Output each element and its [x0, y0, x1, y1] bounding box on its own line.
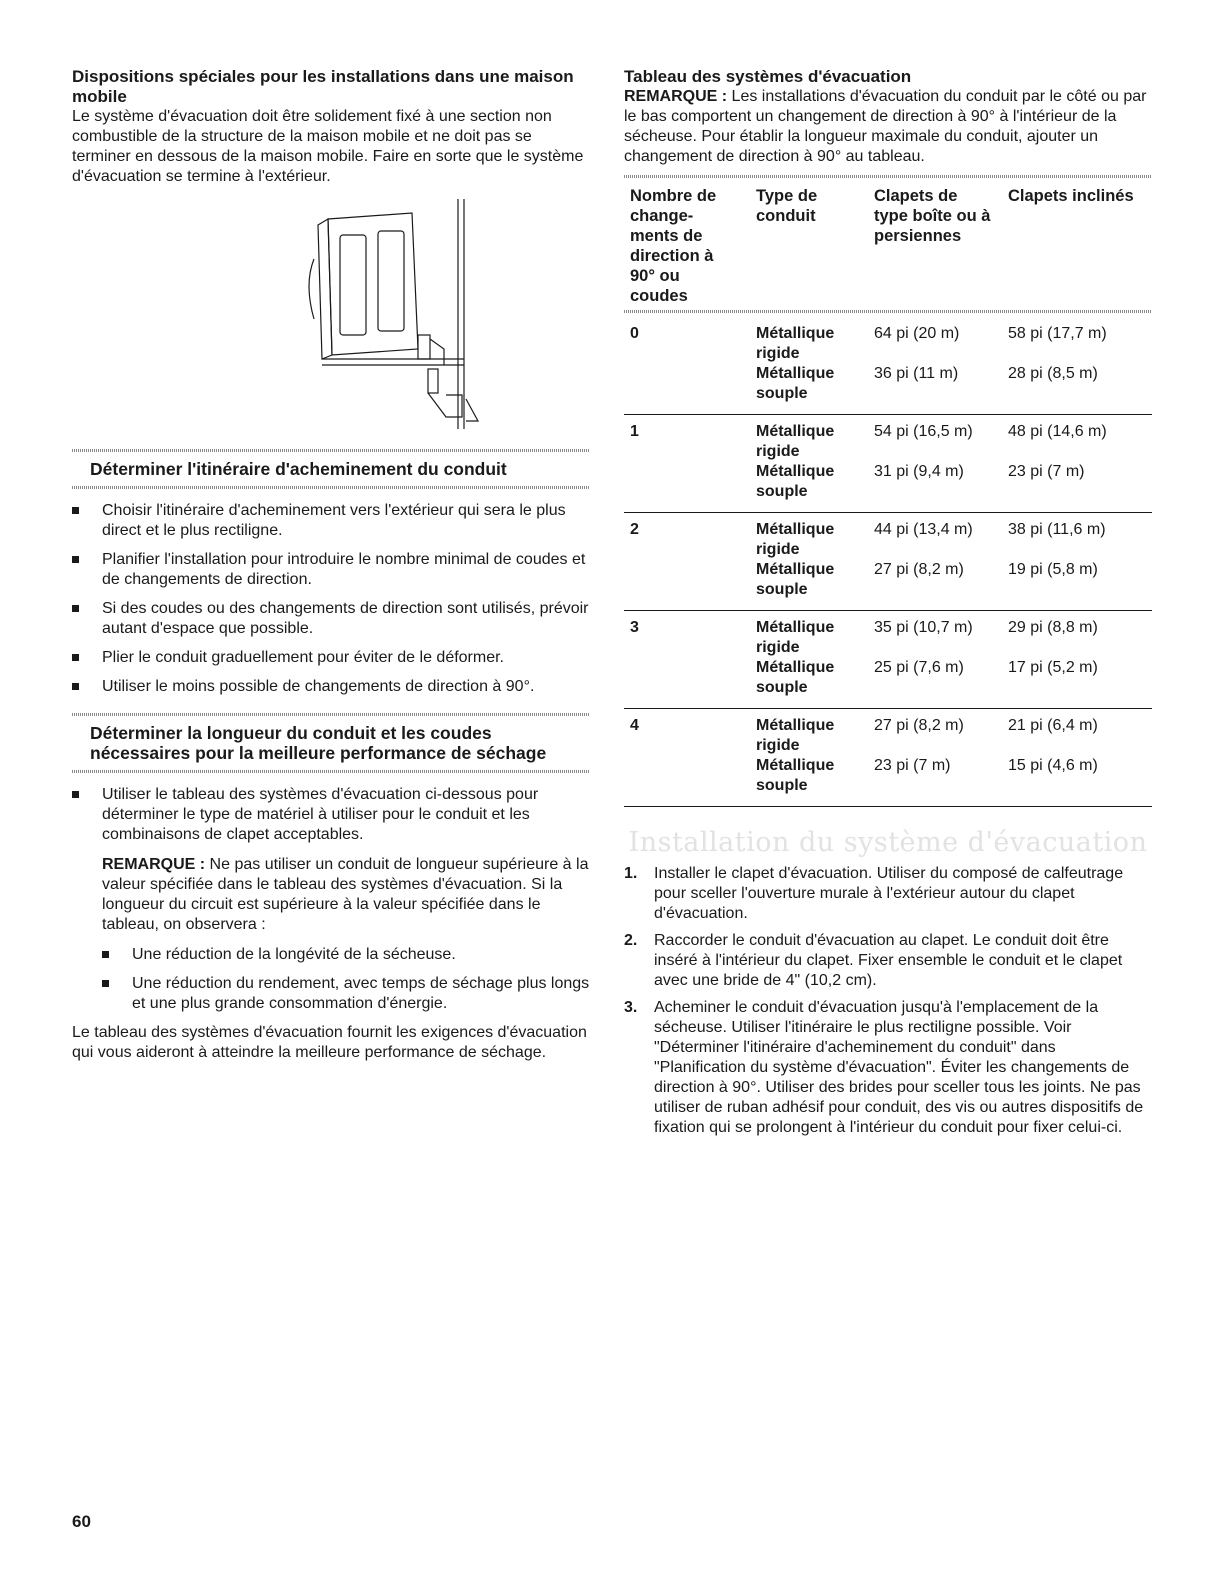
list-item: Une réduction de la longévité de la sécheuse.	[102, 945, 590, 965]
length-closing: Le tableau des systèmes d'évacuation fournit les exigences d'évacuation qui vous aideront à atteindre la meilleure performance de séchage.	[72, 1024, 587, 1061]
page-number: 60	[72, 1512, 91, 1531]
divider	[72, 486, 590, 489]
cell-duct-type: Métallique rigide	[750, 611, 868, 659]
cell-duct-type: Métallique souple	[756, 463, 835, 500]
list-item: Si des coudes ou des changements de direction sont utilisés, prévoir autant d'espace que possible.	[72, 599, 590, 639]
length-heading	[72, 716, 590, 770]
list-item: Choisir l'itinéraire d'acheminement vers l'extérieur qui sera le plus direct et le plus rectiligne.	[72, 501, 590, 541]
table-row	[624, 462, 1152, 513]
table-row	[624, 756, 1152, 807]
cell-elbows: 1	[624, 415, 750, 463]
cell-elbows	[624, 462, 750, 513]
list-item: Utiliser le moins possible de changements de direction à 90°.	[72, 677, 590, 697]
remarque-label: REMARQUE :	[102, 856, 206, 873]
cell-duct-type: Métallique souple	[756, 365, 835, 402]
mobile-home-heading: Dispositions spéciales pour les installations dans une maison mobile	[72, 67, 574, 106]
table-row	[624, 611, 1152, 659]
step-text: Raccorder le conduit d'évacuation au clapet. Le conduit doit être inséré à l'intérieur du clapet. Fixer ensemble le conduit et le clapet avec une bride de 4" (10,2 cm).	[654, 932, 1123, 989]
header-angled-hood: Clapets inclinés	[1008, 187, 1134, 205]
mobile-home-dryer-illustration	[72, 199, 590, 449]
step-number: 2.	[624, 932, 638, 949]
cell-duct-type: Métallique souple	[756, 561, 835, 598]
cell-angled-hood: 38 pi (11,6 m)	[1002, 513, 1152, 561]
cell-elbows	[624, 756, 750, 807]
list-item: Utiliser le tableau des systèmes d'évacuation ci-dessous pour déterminer le type de matériel à utiliser pour le conduit et les combinaisons de clapet acceptables.	[72, 785, 590, 845]
left-column	[72, 67, 590, 1063]
step-number: 1.	[624, 865, 638, 882]
cell-box-hood: 64 pi (20 m)	[868, 316, 1002, 365]
divider	[72, 770, 590, 773]
table-row	[624, 364, 1152, 415]
dryer-exhaust-diagram	[232, 199, 492, 439]
table-row	[624, 513, 1152, 561]
length-list	[72, 785, 590, 845]
cell-duct-type: Métallique souple	[756, 659, 835, 696]
cell-elbows	[624, 364, 750, 415]
cell-angled-hood: 28 pi (8,5 m)	[1008, 365, 1098, 382]
exhaust-table	[624, 180, 1152, 807]
mobile-home-body: Le système d'évacuation doit être solidement fixé à une section non combustible de la structure de la maison mobile et ne doit pas se terminer en dessous de la maison mobile. Faire en sorte que le système d'évacuation se termine à l'extérieur.	[72, 108, 584, 185]
table-row	[624, 709, 1152, 757]
cell-angled-hood: 15 pi (4,6 m)	[1008, 757, 1098, 774]
cell-elbows: 0	[624, 316, 750, 365]
divider	[624, 175, 1152, 178]
step-number: 3.	[624, 999, 638, 1016]
table-row	[624, 316, 1152, 365]
step-text: Acheminer le conduit d'évacuation jusqu'à l'emplacement de la sécheuse. Utiliser l'itinéraire le plus rectiligne possible. Voir "Déterminer l'itinéraire d'acheminement du conduit" dans "Planification du système d'évacuation". Éviter les changements de direction à 90°. Utiliser des brides pour sceller tous les joints. Ne pas utiliser de ruban adhésif pour conduit, des vis ou autres dispositifs de fixation qui se prolongent à l'intérieur du conduit pour fixer celui-ci.	[654, 999, 1144, 1136]
cell-box-hood: 31 pi (9,4 m)	[874, 463, 964, 480]
list-item: Une réduction du rendement, avec temps de séchage plus longs et une plus grande consommation d'énergie.	[102, 974, 590, 1014]
list-item: Planifier l'installation pour introduire le nombre minimal de coudes et de changements de direction.	[72, 550, 590, 590]
cell-elbows: 2	[624, 513, 750, 561]
cell-box-hood: 27 pi (8,2 m)	[868, 709, 1002, 757]
table-end-rule	[624, 807, 1152, 808]
cell-box-hood: 54 pi (16,5 m)	[868, 415, 1002, 463]
table-remarque	[624, 87, 1152, 167]
install-steps	[624, 864, 1152, 1138]
cell-duct-type: Métallique rigide	[750, 709, 868, 757]
cell-box-hood: 23 pi (7 m)	[874, 757, 951, 774]
cell-elbows	[624, 658, 750, 709]
cell-duct-type: Métallique rigide	[750, 415, 868, 463]
table-body	[624, 316, 1152, 808]
cell-box-hood: 44 pi (13,4 m)	[868, 513, 1002, 561]
list-item: Plier le conduit graduellement pour éviter de le déformer.	[72, 648, 590, 668]
cell-duct-type: Métallique rigide	[750, 513, 868, 561]
cell-box-hood: 25 pi (7,6 m)	[874, 659, 964, 676]
route-list	[72, 501, 590, 697]
remarque-text: Les installations d'évacuation du conduit par le côté ou par le bas comportent un changement de direction à 90° à l'intérieur de la sécheuse. Pour établir la longueur maximale du conduit, ajouter un changement de direction à 90° au tableau.	[624, 88, 1147, 165]
cell-angled-hood: 17 pi (5,2 m)	[1008, 659, 1098, 676]
header-elbows: Nombre de change- ments de direction à 90° ou coudes	[630, 187, 717, 305]
cell-box-hood: 27 pi (8,2 m)	[874, 561, 964, 578]
header-box-hood: Clapets de type boîte ou à persiennes	[874, 187, 991, 245]
length-heading-line2: nécessaires pour la meilleure performance de séchage	[90, 743, 547, 763]
table-end-cell	[624, 807, 1152, 808]
table-row	[624, 658, 1152, 709]
cell-elbows: 3	[624, 611, 750, 659]
cell-elbows: 4	[624, 709, 750, 757]
length-remarque	[72, 855, 590, 935]
cell-angled-hood: 23 pi (7 m)	[1008, 463, 1085, 480]
cell-angled-hood: 48 pi (14,6 m)	[1002, 415, 1152, 463]
step-text: Installer le clapet d'évacuation. Utiliser du composé de calfeutrage pour sceller l'ouverture murale à l'extérieur autour du clapet d'évacuation.	[654, 865, 1124, 922]
cell-angled-hood: 58 pi (17,7 m)	[1002, 316, 1152, 365]
cell-angled-hood: 19 pi (5,8 m)	[1008, 561, 1098, 578]
cell-angled-hood: 29 pi (8,8 m)	[1002, 611, 1152, 659]
cell-box-hood: 36 pi (11 m)	[874, 365, 959, 382]
install-heading: Installation du système d'évacuation	[628, 827, 1148, 858]
header-duct-type: Type de conduit	[756, 187, 818, 225]
cell-box-hood: 35 pi (10,7 m)	[868, 611, 1002, 659]
length-heading-line1: Déterminer la longueur du conduit et les coudes	[90, 723, 492, 743]
cell-duct-type: Métallique rigide	[750, 316, 868, 365]
list-item	[624, 998, 1152, 1138]
cell-elbows	[624, 560, 750, 611]
right-column	[624, 67, 1152, 1145]
table-heading: Tableau des systèmes d'évacuation	[624, 67, 912, 86]
list-item	[624, 931, 1152, 991]
remarque-text: Ne pas utiliser un conduit de longueur supérieure à la valeur spécifiée dans le tableau des systèmes d'évacuation. Si la longueur du circuit est supérieure à la valeur spécifiée dans le tableau, on observera :	[102, 856, 589, 933]
table-row	[624, 415, 1152, 463]
table-row	[624, 560, 1152, 611]
route-heading: Déterminer l'itinéraire d'acheminement du conduit	[90, 459, 507, 479]
cell-angled-hood: 21 pi (6,4 m)	[1002, 709, 1152, 757]
cell-duct-type: Métallique souple	[756, 757, 835, 794]
list-item	[624, 864, 1152, 924]
length-sublist	[72, 945, 590, 1014]
table-header-row	[624, 180, 1152, 316]
remarque-label: REMARQUE :	[624, 88, 728, 105]
